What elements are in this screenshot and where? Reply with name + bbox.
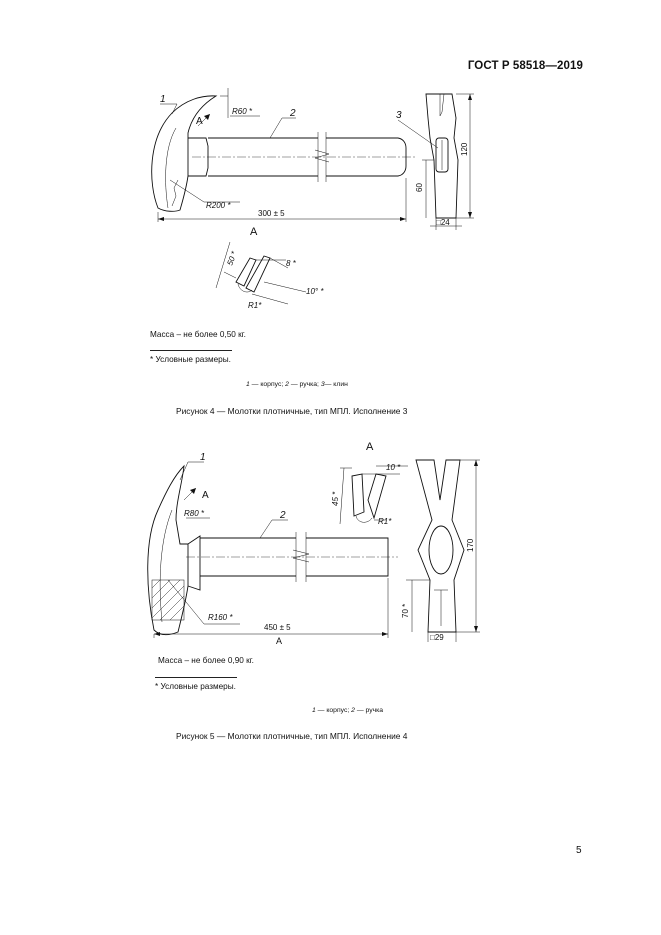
fig5-view-a-claw (340, 466, 408, 524)
fig4-dim-v50: 50 * (225, 250, 239, 267)
fig5-hammer-head (148, 466, 188, 635)
fig4-view-a-marker: A (196, 116, 203, 127)
page-number: 5 (576, 845, 582, 856)
fig5-dim-v10: 10 * (386, 463, 401, 472)
fig4-dim-height-lower: 60 (415, 183, 424, 192)
fig5-footnote: * Условные размеры. (155, 682, 236, 691)
fig5-dim-square: □29 (430, 633, 444, 642)
fig4-dim-v10: 10° * (306, 287, 324, 296)
fig5-dim-height: 170 (466, 538, 475, 552)
fig5-caption: Рисунок 5 — Молотки плотничные, тип МПЛ. Исполнение 4 (176, 731, 408, 741)
fig4-label-body: 1 (160, 94, 166, 105)
figure-5-drawing (140, 440, 500, 646)
fig4-dim-square: □24 (436, 218, 450, 227)
fig4-caption: Рисунок 4 — Молотки плотничные, тип МПЛ. Исполнение 3 (176, 406, 408, 416)
fig5-dim-r80: R80 * (184, 509, 205, 518)
fig4-view-a-title: A (250, 226, 258, 238)
fig4-dim-r200: R200 * (206, 201, 231, 210)
fig4-label-handle: 2 (290, 108, 296, 119)
fig5-dim-height-lower: 70 * (401, 603, 410, 618)
fig5-dim-length: 450 ± 5 (264, 623, 291, 632)
fig4-dim-vr1: R1* (248, 301, 262, 310)
fig5-legend: 1 — корпус; 2 — ручка (312, 707, 384, 714)
fig5-footnote-rule (155, 677, 237, 678)
fig4-footnote: * Условные размеры. (150, 355, 231, 364)
fig5-head-side-view (416, 460, 464, 632)
fig4-dim-length: 300 ± 5 (258, 209, 285, 218)
fig4-hammer-head (152, 96, 216, 211)
fig5-dim-v45: 45 * (331, 491, 340, 506)
fig5-view-a-marker: A (202, 490, 209, 501)
fig5-dim-vr1: R1* (378, 517, 392, 526)
fig4-dim-r60: R60 * (232, 107, 253, 116)
fig4-mass-note: Масса – не более 0,50 кг. (150, 330, 246, 339)
fig5-bottom-a: A (276, 636, 283, 646)
fig4-label-wedge: 3 (396, 110, 402, 121)
fig5-hatched-section (152, 580, 184, 620)
fig5-label-body: 1 (200, 452, 206, 463)
fig4-legend: 1 — корпус; 2 — ручка; 3— клин (246, 381, 348, 388)
fig5-view-a-title: A (366, 441, 374, 453)
fig5-dim-r160: R160 * (208, 613, 233, 622)
fig5-label-handle: 2 (280, 510, 286, 521)
figure-4-drawing (140, 88, 500, 310)
document-header: ГОСТ Р 58518—2019 (467, 60, 583, 72)
fig4-dim-height: 120 (460, 142, 469, 156)
fig5-mass-note: Масса – не более 0,90 кг. (158, 656, 254, 665)
fig4-dim-v8: 8 * (286, 259, 296, 268)
fig4-footnote-rule (150, 350, 232, 351)
